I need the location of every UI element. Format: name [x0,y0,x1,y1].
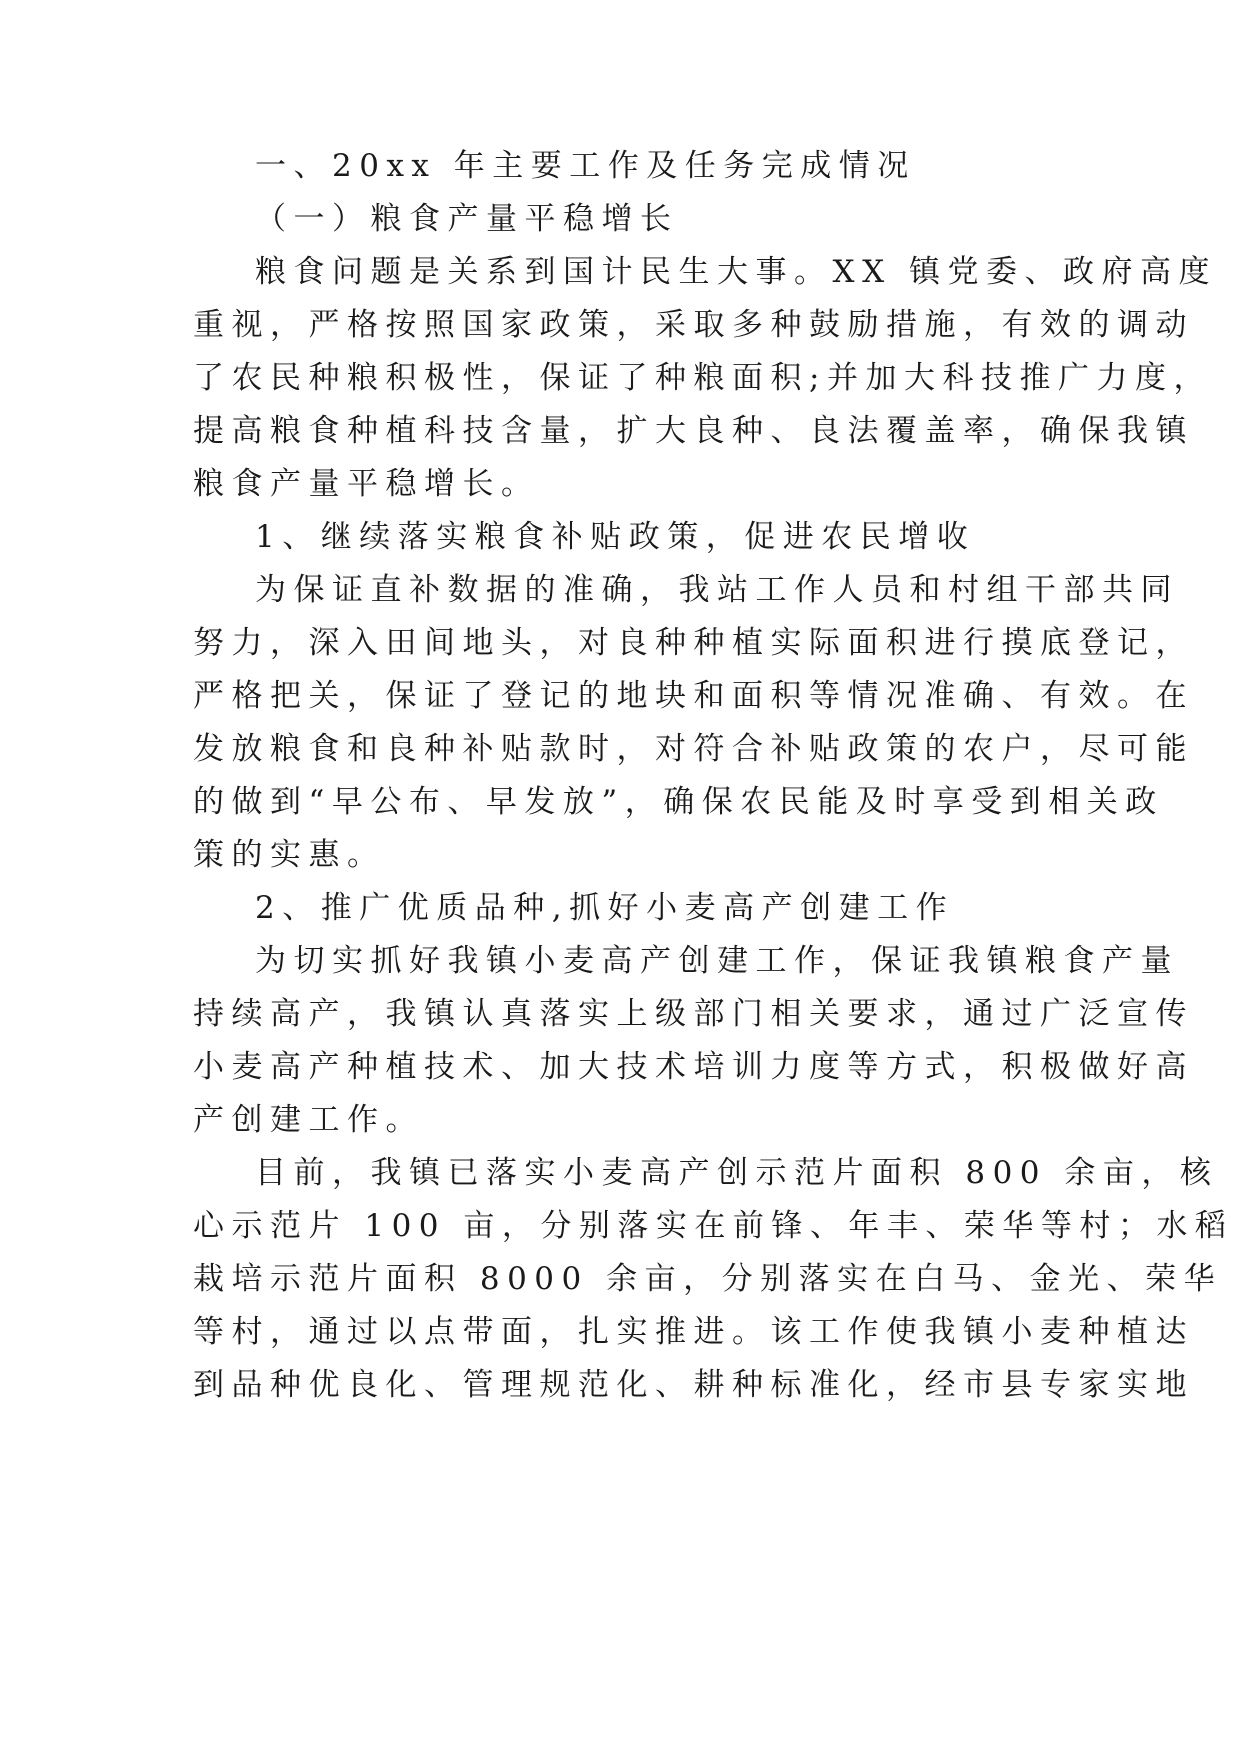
paragraph-line: 的做到“早公布、早发放”，确保农民能及时享受到相关政 [193,784,1164,820]
paragraph-line: 了农民种粮积极性，保证了种粮面积;并加大科技推广力度， [193,360,1212,396]
item-title: 2、推广优质品种,抓好小麦高产创建工作 [255,890,955,926]
paragraph-line: 持续高产，我镇认真落实上级部门相关要求，通过广泛宣传 [193,996,1194,1032]
paragraph-line: 严格把关，保证了登记的地块和面积等情况准确、有效。在 [193,678,1194,714]
paragraph-line: 到品种优良化、管理规范化、耕种标准化，经市县专家实地 [193,1367,1194,1403]
paragraph-line: 心示范片 100 亩，分别落实在前锋、年丰、荣华等村；水稻 [193,1208,1234,1244]
paragraph-line: 产创建工作。 [193,1102,424,1138]
paragraph-line: 小麦高产种植技术、加大技术培训力度等方式，积极做好高 [193,1049,1194,1085]
paragraph-line: 粮食问题是关系到国计民生大事。XX 镇党委、政府高度 [255,254,1217,290]
paragraph-line: 栽培示范片面积 8000 余亩，分别落实在白马、金光、荣华 [193,1261,1223,1297]
paragraph-line: 提高粮食种植科技含量，扩大良种、良法覆盖率，确保我镇 [193,413,1194,449]
paragraph-line: 为切实抓好我镇小麦高产创建工作，保证我镇粮食产量 [255,943,1179,979]
section-heading: 一、20xx 年主要工作及任务完成情况 [255,148,916,184]
paragraph-line: 粮食产量平稳增长。 [193,466,540,502]
subsection-heading: （一）粮食产量平稳增长 [255,201,679,237]
paragraph-line: 等村，通过以点带面，扎实推进。该工作使我镇小麦种植达 [193,1314,1194,1350]
paragraph-line: 策的实惠。 [193,837,386,873]
paragraph-line: 目前，我镇已落实小麦高产创示范片面积 800 余亩，核 [255,1155,1219,1191]
paragraph-line: 为保证直补数据的准确，我站工作人员和村组干部共同 [255,572,1179,608]
paragraph-line: 努力，深入田间地头，对良种种植实际面积进行摸底登记， [193,625,1194,661]
paragraph-line: 发放粮食和良种补贴款时，对符合补贴政策的农户，尽可能 [193,731,1194,767]
item-title: 1、继续落实粮食补贴政策，促进农民增收 [255,519,976,555]
paragraph-line: 重视，严格按照国家政策，采取多种鼓励措施，有效的调动 [193,307,1194,343]
